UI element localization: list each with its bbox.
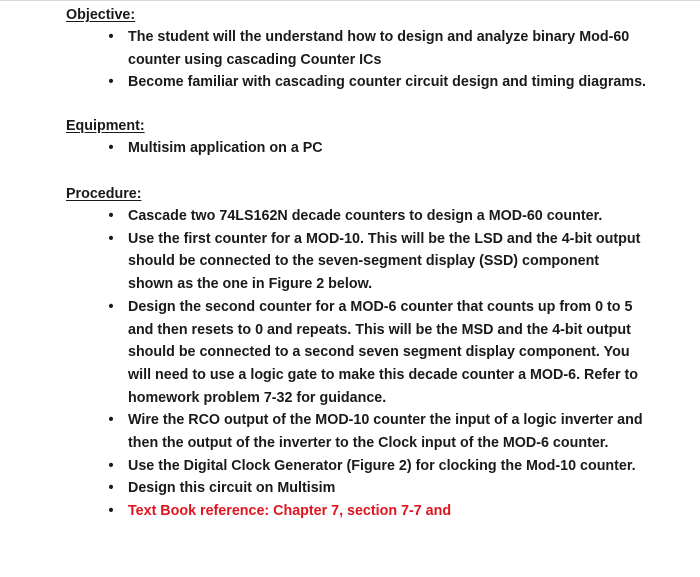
textbook-reference: Text Book reference: Chapter 7, section 7-7 and <box>128 503 452 520</box>
bullet-dot-icon: • <box>108 480 114 497</box>
bullet-dot-icon: • <box>108 298 114 315</box>
procedure-item-5: Use the Digital Clock Generator (Figure 2) for clocking the Mod-10 counter. <box>128 457 636 474</box>
bullet-dot-icon: • <box>108 74 114 91</box>
objective-item-1: The student will the understand how to design and analyze binary Mod-60 counter using cascading Counter ICs <box>128 29 630 68</box>
procedure-item-3: Design the second counter for a MOD-6 counter that counts up from 0 to 5 and then resets to 0 and repeats. This will be the MSD and the 4-bit output should be connected to a second seven segment display component. You will need to use a logic gate to make this decade counter a MOD-6. Refer to homework problem 7-32 for guidance. <box>128 298 639 406</box>
bullet-dot-icon: • <box>108 412 114 429</box>
list-item <box>66 455 686 478</box>
procedure-item-6: Design this circuit on Multisim <box>128 480 336 497</box>
bullet-dot-icon: • <box>108 140 114 156</box>
list-item <box>66 477 686 500</box>
objective-item-2: Become familiar with cascading counter circuit design and timing diagrams. <box>128 74 646 91</box>
equipment-section <box>66 115 686 160</box>
procedure-heading: Procedure: <box>66 186 142 202</box>
objective-heading: Objective: <box>66 7 136 23</box>
objective-list <box>66 26 686 94</box>
objective-section <box>66 4 686 94</box>
procedure-item-2: Use the first counter for a MOD-10. This will be the LSD and the 4-bit output should be connected to the seven-segment display (SSD) component shown as the one in Figure 2 below. <box>128 230 641 293</box>
bullet-dot-icon: • <box>108 503 114 520</box>
list-item <box>66 26 686 71</box>
bullet-dot-icon: • <box>108 230 114 247</box>
equipment-list <box>66 137 686 160</box>
list-item <box>66 205 686 228</box>
bullet-dot-icon: • <box>108 457 114 474</box>
procedure-item-1: Cascade two 74LS162N decade counters to design a MOD-60 counter. <box>128 208 603 224</box>
procedure-section <box>66 183 686 523</box>
list-item <box>66 137 686 160</box>
procedure-list <box>66 205 686 523</box>
list-item <box>66 228 686 296</box>
list-item <box>66 296 686 410</box>
bullet-dot-icon: • <box>108 208 114 224</box>
top-divider <box>0 0 700 1</box>
list-item <box>66 409 686 454</box>
equipment-heading: Equipment: <box>66 118 145 134</box>
bullet-dot-icon: • <box>108 29 114 45</box>
list-item <box>66 500 686 523</box>
equipment-item-1: Multisim application on a PC <box>128 140 323 156</box>
procedure-item-4: Wire the RCO output of the MOD-10 counter the input of a logic inverter and then the output of the inverter to the Clock input of the MOD-6 counter. <box>128 412 643 452</box>
list-item <box>66 71 686 94</box>
